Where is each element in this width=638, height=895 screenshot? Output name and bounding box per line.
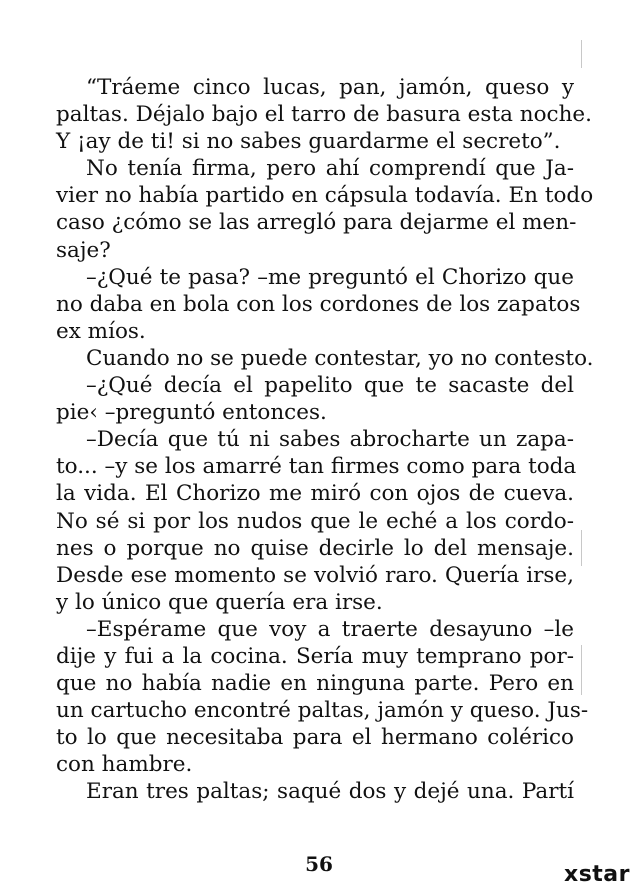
scan-edge-mark (581, 40, 582, 68)
text-line: to lo que necesitaba para el hermano colérico (56, 725, 574, 751)
text-line: y lo único que quería era irse. (56, 589, 383, 615)
text-line: pie‹ –preguntó entonces. (56, 400, 327, 426)
text-line: caso ¿cómo se las arregló para dejarme el men- (56, 210, 577, 236)
scan-edge-mark (581, 530, 582, 566)
text-line: saje? (56, 237, 111, 263)
text-line: “Tráeme cinco lucas, pan, jamón, queso y (86, 75, 574, 100)
text-line: Cuando no se puede contestar, yo no contesto. (86, 345, 594, 371)
text-line: No tenía firma, pero ahí comprendí que Ja- (86, 156, 574, 182)
text-line: no daba en bola con los cordones de los zapatos (56, 291, 581, 317)
text-line: –¿Qué decía el papelito que te sacaste del (86, 373, 574, 399)
text-line: nes o porque no quise decirle lo del mensaje. (56, 535, 574, 561)
text-line: to... –y se los amarré tan firmes como para toda (56, 454, 577, 480)
scan-edge-mark (581, 645, 582, 695)
text-line: paltas. Déjalo bajo el tarro de basura esta noche. (56, 102, 592, 128)
text-line: un cartucho encontré paltas, jamón y queso. Jus- (56, 698, 589, 724)
text-line: Eran tres paltas; saqué dos y dejé una. Partí (86, 779, 574, 805)
text-line: –Decía que tú ni sabes abrocharte un zapa- (86, 427, 574, 453)
text-line: ex míos. (56, 318, 146, 344)
text-line: la vida. El Chorizo me miró con ojos de cueva. (56, 481, 574, 507)
text-line: con hambre. (56, 752, 193, 778)
body-text (56, 74, 594, 806)
text-line: No sé si por los nudos que le eché a los cordo- (56, 508, 574, 534)
text-line: que no había nadie en ninguna parte. Pero en (56, 671, 574, 697)
text-line: vier no había partido en cápsula todavía. En todo (56, 183, 594, 209)
text-line: dije y fui a la cocina. Sería muy temprano por- (56, 643, 574, 669)
text-line: –¿Qué te pasa? –me preguntó el Chorizo que (86, 264, 574, 290)
text-line: –Espérame que voy a traerte desayuno –le (86, 616, 574, 642)
page-number: 56 (305, 852, 333, 876)
text-line: Y ¡ay de ti! si no sabes guardarme el secreto”. (56, 129, 561, 155)
text-line: Desde ese momento se volvió raro. Quería irse, (56, 562, 574, 588)
watermark: xstar (564, 862, 630, 887)
